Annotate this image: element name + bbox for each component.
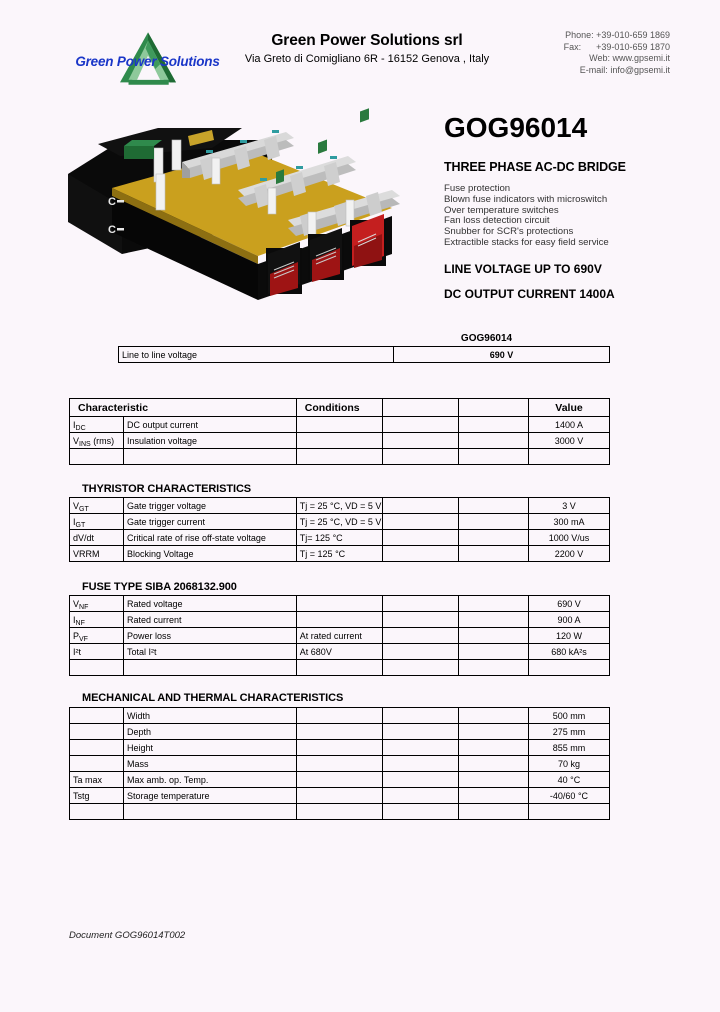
row-blank-1 [383,514,459,530]
row-description: Rated current [124,612,297,628]
row-symbol: VRRM [70,546,124,562]
row-symbol: dV/dt [70,530,124,546]
row-blank-2 [458,788,528,804]
row-description: Gate trigger voltage [124,498,297,514]
row-conditions: Tj = 25 °C, VD = 5 V [296,498,382,514]
row-blank-2 [458,756,528,772]
table-row [70,514,610,530]
row-symbol [70,724,124,740]
row-value: 70 kg [528,756,609,772]
row-description: Critical rate of rise off-state voltage [124,530,297,546]
company-address: Via Greto di Comigliano 6R - 16152 Genova , Italy [244,53,490,65]
row-symbol: Tstg [70,788,124,804]
row-value: 680 kA²s [528,644,609,660]
row-blank-1 [383,433,459,449]
email-value[interactable]: info@gpsemi.it [610,64,670,75]
table-row [70,708,610,724]
row-blank-1 [383,756,459,772]
row-symbol: $I_{GT}$ [70,514,124,530]
row-value: 855 mm [528,740,609,756]
table-row [70,449,610,465]
row-symbol [70,708,124,724]
contact-web [455,53,670,65]
fax-label: Fax: [563,41,582,52]
row-value: 300 mA [528,514,609,530]
row-blank-1 [383,644,459,660]
row-conditions [296,724,382,740]
col-header-blank-1 [383,399,459,417]
row-description: Width [124,708,297,724]
rating-line-voltage: LINE VOLTAGE UP TO 690V [444,261,602,276]
row-conditions: At 680V [296,644,382,660]
feature-item: Fuse protection [444,183,511,194]
row-conditions [296,708,382,724]
row-symbol: $V_{GT}$ [70,498,124,514]
row-symbol [70,804,124,820]
row-blank-2 [458,449,528,465]
table-row [70,772,610,788]
web-value[interactable]: www.gpsemi.it [612,53,670,63]
table-row [119,347,610,363]
row-blank-1 [383,724,459,740]
table-row [70,644,610,660]
row-symbol: $I_{NF}$ [70,612,124,628]
table-row [70,546,610,562]
feature-item: Blown fuse indicators with microswitch [444,193,608,205]
company-name: Green Power Solutions srl [271,32,463,49]
row-value: 275 mm [528,724,609,740]
table-row [70,596,610,612]
feature-item: Snubber for SCR's protections [444,226,574,238]
row-description [124,449,297,465]
row-blank-2 [458,708,528,724]
document-footer: Document GOG96014T002 [69,930,186,941]
row-blank-2 [458,628,528,644]
row-symbol: I²t [70,644,124,660]
svg-text:C: C [108,196,116,208]
row-value: 500 mm [528,708,609,724]
main-characteristics-table [69,398,610,465]
rating-line-current: DC OUTPUT CURRENT 1400A [444,286,615,301]
part-number: GOG96014 [444,112,588,143]
row-value: 1400 A [528,417,609,433]
row-blank-1 [383,612,459,628]
row-description: Mass [124,756,297,772]
product-photo [62,104,430,312]
row-blank-1 [383,788,459,804]
row-blank-2 [458,724,528,740]
table-row [70,788,610,804]
row-conditions [296,740,382,756]
row-symbol: $V_{INS}$ (rms) [70,433,124,449]
mechanical-thermal-table [69,707,610,820]
table-row [70,740,610,756]
table-row [70,498,610,514]
row-description: Gate trigger current [124,514,297,530]
product-spec-column [444,112,694,301]
table-header-row [70,399,610,417]
row-blank-2 [458,433,528,449]
row-symbol: $P_{VF}$ [70,628,124,644]
row-value: 3000 V [528,433,609,449]
contact-phone [455,30,670,42]
table-row [70,433,610,449]
row-blank-1 [383,708,459,724]
row-blank-1 [383,530,459,546]
row-conditions [296,433,382,449]
row-conditions [296,612,382,628]
row-conditions: Tj = 125 °C [296,546,382,562]
row-blank-2 [458,612,528,628]
row-description: Depth [124,724,297,740]
table-row [70,660,610,676]
contact-email [455,65,670,77]
row-description: Power loss [124,628,297,644]
row-value: 3 V [528,498,609,514]
voltage-row-value: 690 V [393,347,609,363]
row-blank-1 [383,628,459,644]
row-blank-2 [458,514,528,530]
row-conditions: Tj = 25 °C, VD = 5 V [296,514,382,530]
row-value: 40 °C [528,772,609,788]
row-conditions [296,660,382,676]
feature-item: Extractible stacks for easy field service [444,236,609,248]
row-conditions [296,449,382,465]
row-value: 2200 V [528,546,609,562]
row-blank-2 [458,804,528,820]
row-value [528,449,609,465]
thyristor-characteristics-table [69,497,610,562]
voltage-table-part-label: GOG96014 [460,333,513,344]
table-row [70,612,610,628]
row-blank-1 [383,546,459,562]
page-header [0,22,720,92]
voltage-table-column-header [118,333,610,344]
phone-label: Phone: [565,30,594,40]
product-type: THREE PHASE AC-DC BRIDGE [444,160,626,174]
row-conditions: At rated current [296,628,382,644]
row-value: 690 V [528,596,609,612]
feature-item: Over temperature switches [444,204,559,216]
row-conditions [296,596,382,612]
row-blank-1 [383,498,459,514]
row-blank-2 [458,596,528,612]
row-symbol [70,740,124,756]
voltage-table [118,346,610,363]
table-row [70,804,610,820]
row-description [124,660,297,676]
table-row [70,724,610,740]
col-header-characteristic: Characteristic [70,399,297,417]
thyristor-section-title: THYRISTOR CHARACTERISTICS [82,483,252,495]
row-description: DC output current [124,417,297,433]
row-conditions [296,788,382,804]
phone-value: +39-010-659 1869 [596,30,670,40]
row-blank-2 [458,546,528,562]
fuse-section-title: FUSE TYPE SIBA 2068132.900 [82,581,237,593]
row-description [124,804,297,820]
col-header-conditions: Conditions [296,399,382,417]
row-blank-2 [458,530,528,546]
row-value: -40/60 °C [528,788,609,804]
mechanical-section-title: MECHANICAL AND THERMAL CHARACTERISTICS [82,692,344,704]
row-symbol [70,449,124,465]
logo-wordmark: Green Power Solutions [75,54,220,69]
contact-info [455,30,670,76]
col-header-value: Value [528,399,609,417]
row-conditions [296,804,382,820]
row-symbol: $V_{NF}$ [70,596,124,612]
company-logo [55,30,240,88]
svg-text:C: C [108,224,116,236]
row-blank-1 [383,804,459,820]
feature-item: Fan loss detection circuit [444,215,550,227]
row-description: Height [124,740,297,756]
fax-value: +39-010-659 1870 [596,41,670,52]
row-description: Blocking Voltage [124,546,297,562]
row-blank-2 [458,772,528,788]
row-symbol: $I_{DC}$ [70,417,124,433]
row-description: Storage temperature [124,788,297,804]
row-blank-1 [383,417,459,433]
row-value [528,660,609,676]
row-value: 1000 V/us [528,530,609,546]
row-blank-1 [383,596,459,612]
row-description: Insulation voltage [124,433,297,449]
row-conditions [296,772,382,788]
table-row [70,756,610,772]
feature-list [444,184,694,249]
row-blank-2 [458,660,528,676]
row-blank-1 [383,772,459,788]
row-symbol [70,756,124,772]
table-row [70,530,610,546]
row-symbol: Ta max [70,772,124,788]
row-blank-2 [458,498,528,514]
row-blank-1 [383,740,459,756]
email-label: E-mail: [579,64,608,75]
row-value [528,804,609,820]
row-blank-1 [383,660,459,676]
col-header-blank-2 [458,399,528,417]
table-row [70,628,610,644]
row-blank-2 [458,644,528,660]
row-conditions [296,756,382,772]
row-blank-2 [458,417,528,433]
table-row [70,417,610,433]
web-label: Web: [589,53,610,63]
row-value: 900 A [528,612,609,628]
voltage-row-label: Line to line voltage [119,347,394,363]
row-conditions [296,417,382,433]
contact-fax [455,42,670,54]
row-description: Rated voltage [124,596,297,612]
row-description: Max amb. op. Temp. [124,772,297,788]
row-description: Total I²t [124,644,297,660]
row-blank-2 [458,740,528,756]
row-value: 120 W [528,628,609,644]
row-conditions: Tj= 125 °C [296,530,382,546]
row-blank-1 [383,449,459,465]
fuse-characteristics-table [69,595,610,676]
row-symbol [70,660,124,676]
